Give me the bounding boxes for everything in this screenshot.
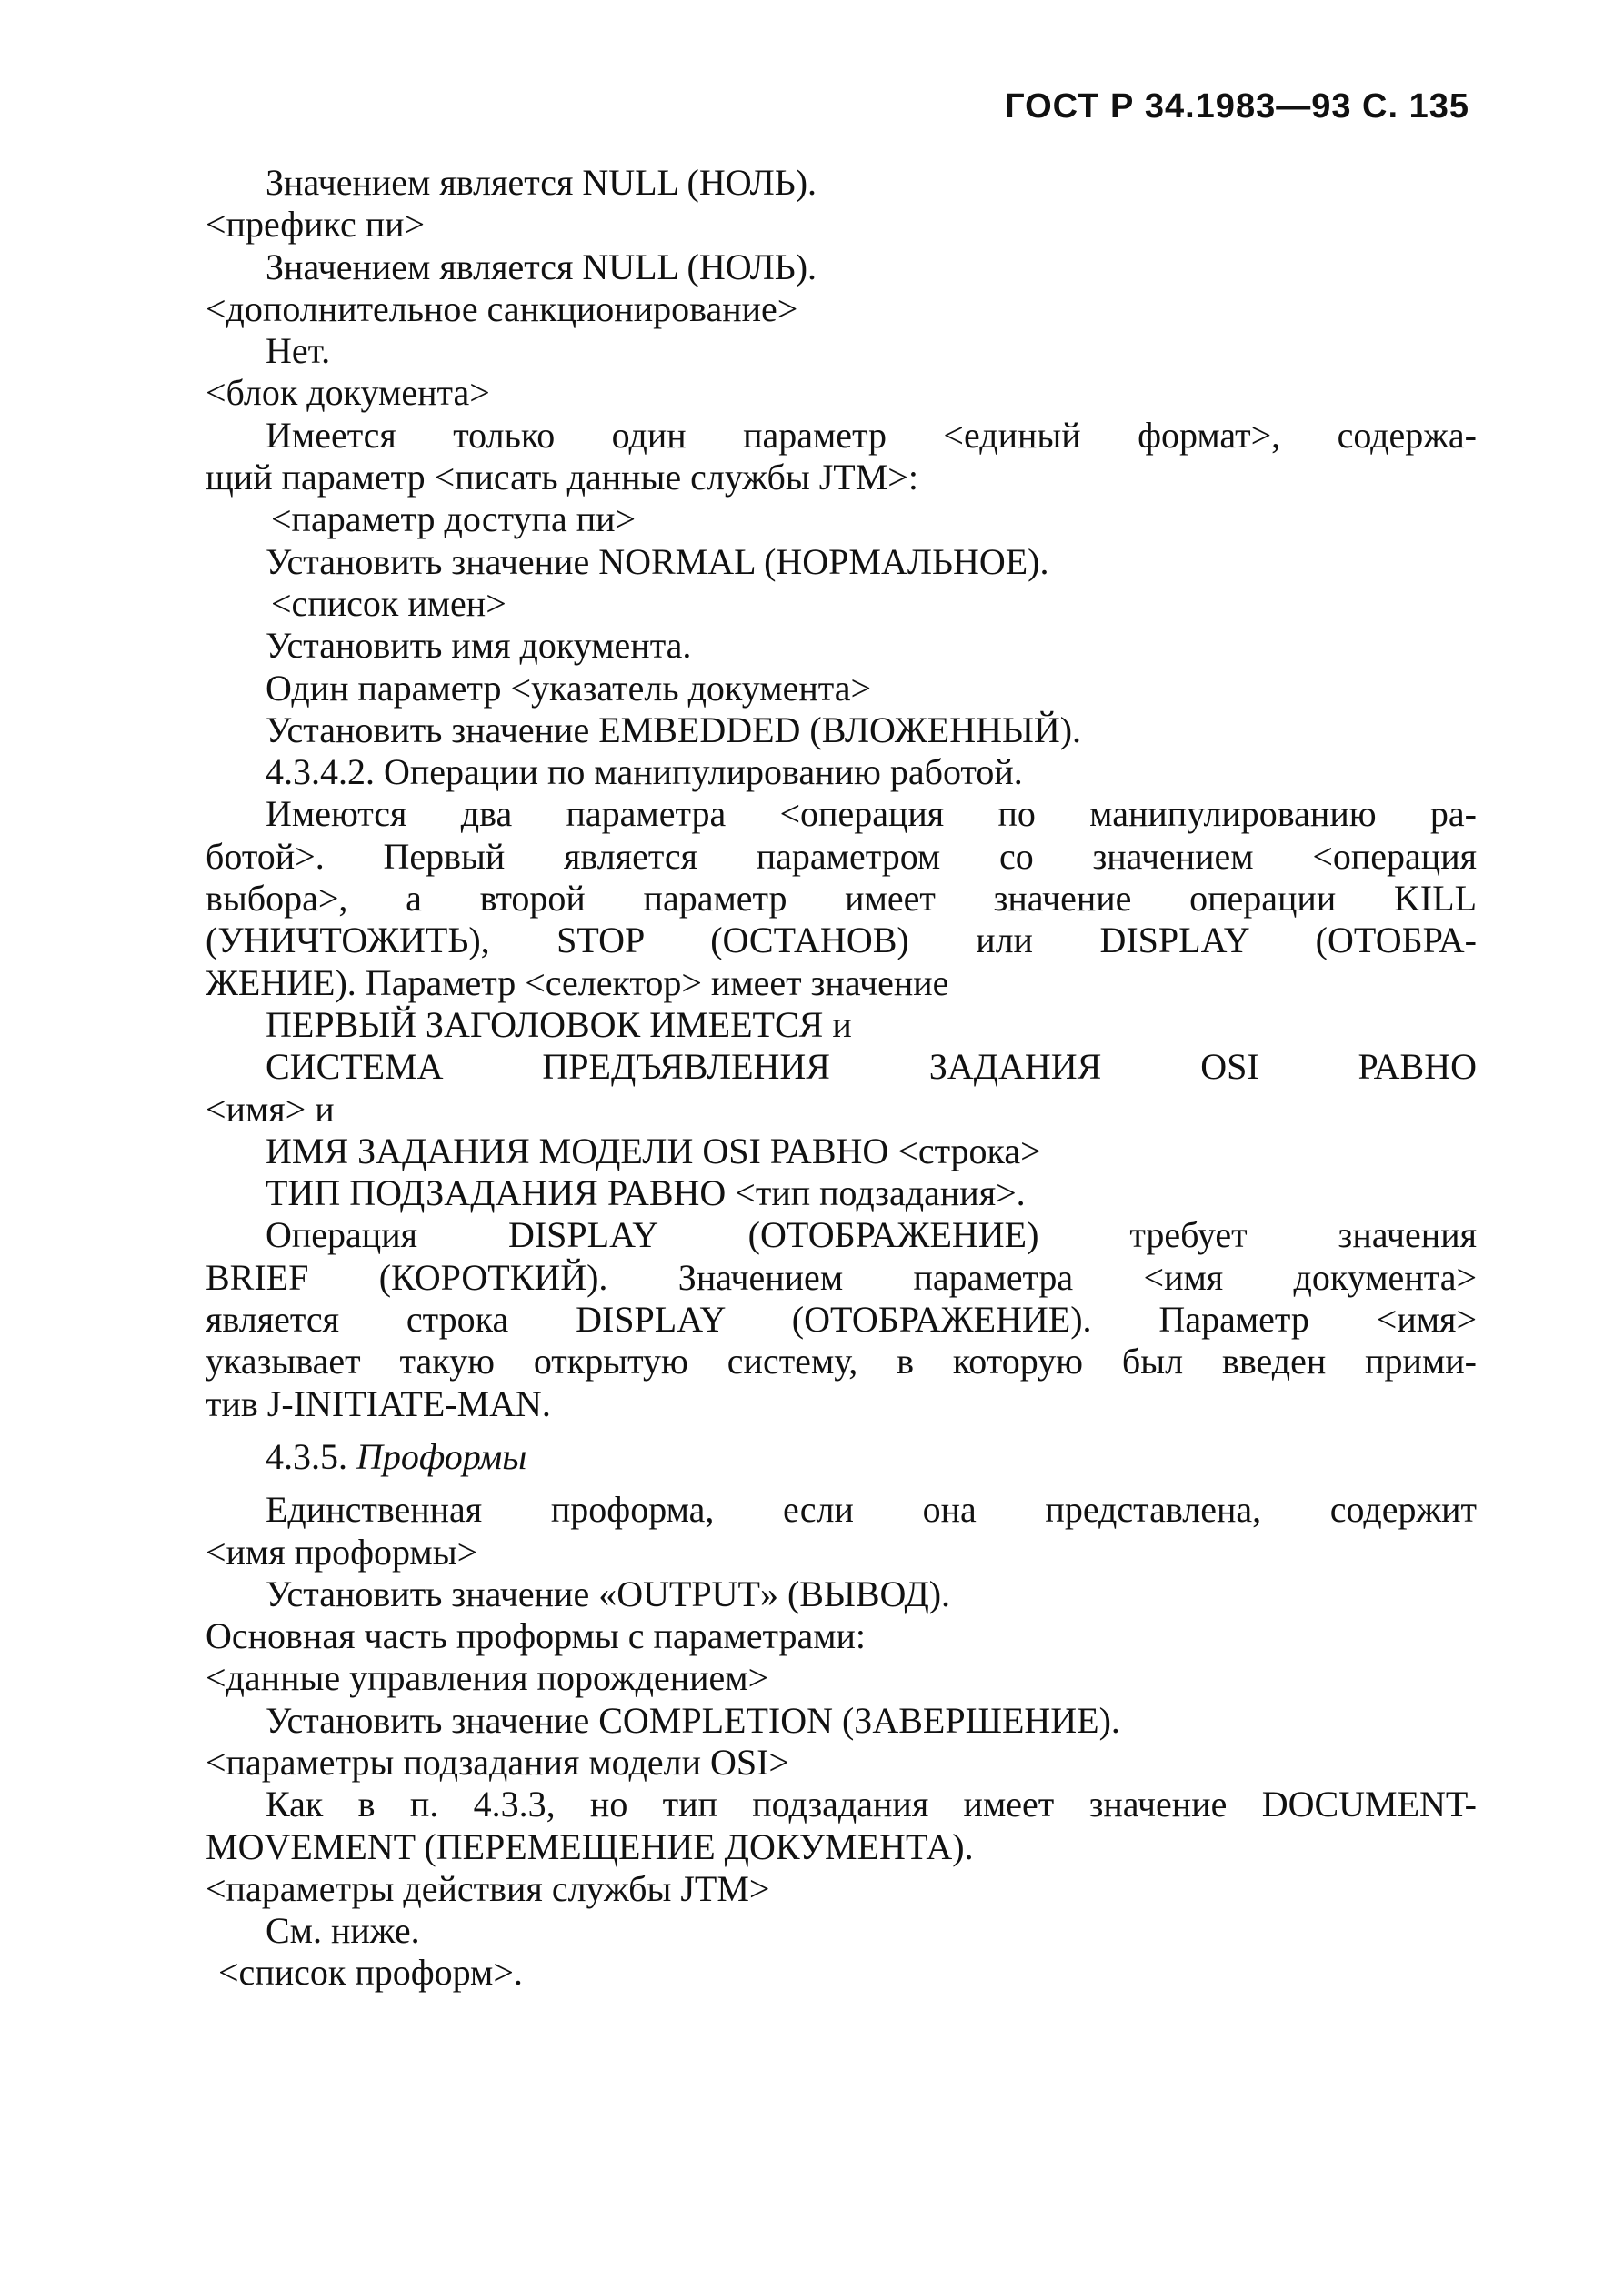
text-line: <имя проформы>: [206, 1531, 478, 1573]
text-line: <блок документа>: [206, 372, 490, 414]
document-body: [206, 162, 1477, 1995]
text-line: Значением является NULL (НОЛЬ).: [266, 162, 817, 203]
section-title: Проформы: [356, 1435, 527, 1477]
text-line: <параметры действия службы JTM>: [206, 1867, 770, 1909]
text-line: ИМЯ ЗАДАНИЯ МОДЕЛИ OSI РАВНО <строка>: [266, 1130, 1041, 1171]
section-heading: [206, 1436, 1477, 1478]
text-line: Нет.: [266, 330, 331, 372]
text-line: Установить значение «OUTPUT» (ВЫВОД).: [266, 1573, 951, 1614]
text-line: ЖЕНИЕ). Параметр <селектор> имеет значение: [206, 961, 949, 1003]
text-line: является строка DISPLAY (ОТОБРАЖЕНИЕ). Параметр <имя>: [206, 1299, 1477, 1341]
text-line: Основная часть проформы с параметрами:: [206, 1615, 867, 1657]
section-line: 4.3.4.2. Операции по манипулированию работой.: [266, 751, 1023, 793]
text-line: <параметр доступа пи>: [271, 498, 637, 540]
text-line: Установить имя документа.: [266, 625, 692, 667]
text-line: Единственная проформа, если она представлена, содержит: [266, 1489, 1477, 1531]
text-line: Имеются два параметра <операция по манипулированию ра-: [266, 793, 1477, 835]
text-line: ПЕРВЫЙ ЗАГОЛОВОК ИМЕЕТСЯ и: [266, 1003, 852, 1045]
text-line: Установить значение EMBEDDED (ВЛОЖЕННЫЙ).: [266, 709, 1082, 750]
text-line: Установить значение COMPLETION (ЗАВЕРШЕНИЕ).: [266, 1699, 1120, 1741]
text-line: выбора>, а второй параметр имеет значение операции KILL: [206, 878, 1477, 920]
section-number: 4.3.5.: [266, 1435, 356, 1477]
text-line: Значением является NULL (НОЛЬ).: [266, 246, 817, 287]
text-line: <дополнительное санкционирование>: [206, 287, 798, 329]
text-line: Операция DISPLAY (ОТОБРАЖЕНИЕ) требует значения: [266, 1214, 1477, 1256]
text-line: <данные управления порождением>: [206, 1657, 769, 1699]
text-line: BRIEF (КОРОТКИЙ). Значением параметра <имя документа>: [206, 1256, 1477, 1298]
text-line: щий параметр <писать данные службы JTM>:: [206, 457, 918, 498]
text-line: ботой>. Первый является параметром со значением <операция: [206, 835, 1477, 877]
text-line: <имя> и: [206, 1088, 335, 1130]
text-line: <параметры подзадания модели OSI>: [206, 1741, 789, 1783]
text-line: (УНИЧТОЖИТЬ), STOP (ОСТАНОВ) или DISPLAY (ОТОБРА-: [206, 920, 1477, 961]
text-line: Как в п. 4.3.3, но тип подзадания имеет значение DOCUMENT-: [266, 1784, 1477, 1825]
running-header: ГОСТ Р 34.1983—93 С. 135: [1005, 87, 1469, 126]
text-line: тив J-INITIATE-MAN.: [206, 1382, 551, 1424]
text-line: Имеется только один параметр <единый формат>, содержа-: [266, 414, 1477, 456]
text-line: указывает такую открытую систему, в которую был введен прими-: [206, 1341, 1477, 1382]
text-line: <список имен>: [271, 582, 506, 624]
text-line: <список проформ>.: [218, 1952, 523, 1994]
text-line: ТИП ПОДЗАДАНИЯ РАВНО <тип подзадания>.: [266, 1172, 1026, 1214]
text-line: Один параметр <указатель документа>: [266, 667, 872, 709]
text-line: MOVEMENT (ПЕРЕМЕЩЕНИЕ ДОКУМЕНТА).: [206, 1825, 974, 1867]
text-line: <префикс пи>: [206, 204, 426, 246]
text-line: См. ниже.: [266, 1910, 420, 1952]
text-line: СИСТЕМА ПРЕДЪЯВЛЕНИЯ ЗАДАНИЯ OSI РАВНО: [266, 1046, 1477, 1088]
text-line: Установить значение NORMAL (НОРМАЛЬНОЕ).: [266, 540, 1049, 582]
